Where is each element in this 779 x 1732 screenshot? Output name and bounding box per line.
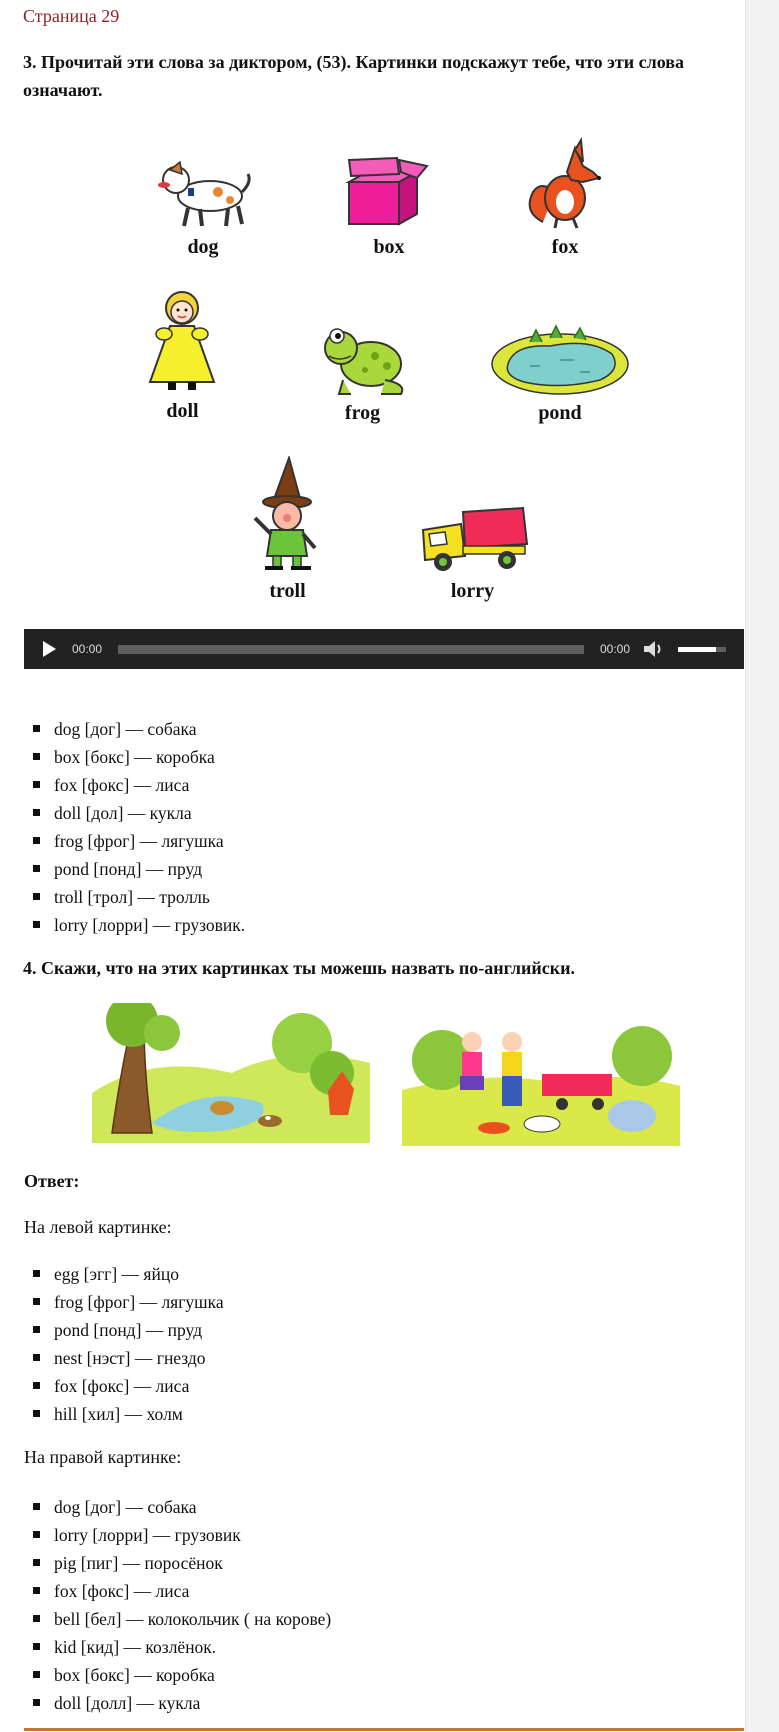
troll-icon [245,456,330,576]
play-button[interactable] [43,641,56,657]
vocabulary-list [24,715,245,939]
picture-pond [490,320,630,425]
page-gutter [745,0,779,1732]
right-picture-list [24,1493,331,1717]
picture-frog [315,318,410,425]
left-list-item: pond [понд] — пруд [54,1316,224,1344]
vocabulary-item: fox [фокс] — лиса [54,771,245,799]
breadcrumb-link[interactable]: Страница 29 [23,6,120,26]
right-list-item: doll [долл] — кукла [54,1689,331,1717]
picture-word: doll [166,400,199,422]
picture-box [339,152,439,259]
picture-word: dog [187,236,219,258]
seek-bar[interactable] [118,645,584,654]
right-list-item: lorry [лорри] — грузовик [54,1521,331,1549]
vocabulary-item: box [бокс] — коробка [54,743,245,771]
left-scene-image [92,1003,370,1143]
picture-word: troll [269,580,306,602]
left-list-item: frog [фрог] — лягушка [54,1288,224,1316]
fox-icon [515,132,615,232]
duration-time: 00:00 [599,642,630,656]
left-list-item: hill [хил] — холм [54,1400,224,1428]
volume-level [678,647,716,652]
picture-word: pond [538,402,582,424]
right-scene-image [402,1010,680,1146]
vocabulary-item: doll [дол] — кукла [54,799,245,827]
right-list-item: fox [фокс] — лиса [54,1577,331,1605]
right-list-item: bell [бел] — колокольчик ( на корове) [54,1605,331,1633]
task-3-heading: 3. Прочитай эти слова за диктором, (53). Картинки подскажут тебе, что эти слова означают. [23,52,684,100]
frog-icon [315,318,410,398]
picture-word: box [373,236,405,258]
left-list-item: egg [эгг] — яйцо [54,1260,224,1288]
audio-player [24,629,744,669]
right-picture-caption: На правой картинке: [24,1447,182,1467]
doll-icon [140,286,225,396]
vocabulary-item: frog [фрог] — лягушка [54,827,245,855]
left-list-item: fox [фокс] — лиса [54,1372,224,1400]
picture-dog [148,152,258,259]
vocabulary-item: pond [понд] — пруд [54,855,245,883]
pond-icon [490,320,630,398]
vocabulary-item: troll [трол] — тролль [54,883,245,911]
answer-label: Ответ: [24,1171,80,1191]
picture-word: frog [344,402,381,424]
divider-line [24,1728,744,1731]
volume-slider[interactable] [678,647,726,652]
left-picture-list [24,1260,224,1428]
right-list-item: kid [кид] — козлёнок. [54,1633,331,1661]
current-time: 00:00 [72,642,103,656]
picture-troll [245,456,330,603]
right-list-item: dog [дог] — собака [54,1493,331,1521]
right-list-item: box [бокс] — коробка [54,1661,331,1689]
picture-fox [515,132,615,259]
box-icon [339,152,439,232]
picture-doll [140,286,225,423]
lorry-icon [415,504,530,576]
task-4-heading: 4. Скажи, что на этих картинках ты можешь назвать по-английски. [23,958,575,978]
vocabulary-item: lorry [лорри] — грузовик. [54,911,245,939]
picture-lorry [415,504,530,603]
vocabulary-item: dog [дог] — собака [54,715,245,743]
left-picture-caption: На левой картинке: [24,1217,172,1237]
picture-word: lorry [450,580,495,602]
dog-icon [148,152,258,232]
picture-word: fox [551,236,579,258]
volume-icon[interactable] [642,638,664,660]
right-list-item: pig [пиг] — поросёнок [54,1549,331,1577]
left-list-item: nest [нэст] — гнездо [54,1344,224,1372]
